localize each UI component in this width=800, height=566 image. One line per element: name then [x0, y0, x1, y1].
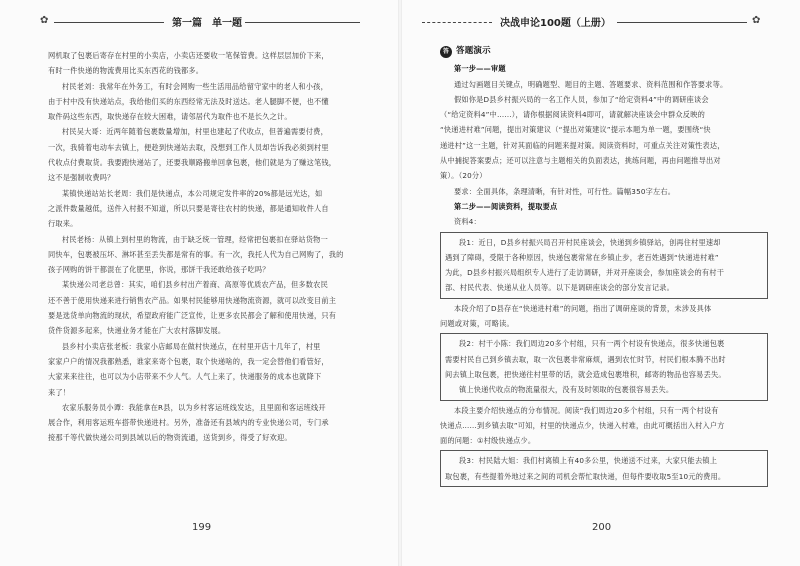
text-line: 一次，我骑着电动车去镇上，便趁到快递站去取，没想到工作人员却告诉我必须到村里 — [48, 142, 329, 152]
right-header-title: 决战申论100题（上册） — [500, 18, 611, 29]
left-page-header — [40, 14, 360, 30]
text-line: 快递点……到乡镇去取”可知，村里的快递点少，快递入村难，由此可概括出入村入户方 — [440, 420, 725, 430]
header-rule — [245, 22, 360, 23]
paragraph-3-box — [440, 450, 768, 487]
text-line: 递进村”这一主题，针对其面临的问题来提对策。阅读资料时，可重点关注对策性表达， — [440, 140, 725, 150]
text-line: 本段介绍了D县存在“快递进村难”的问题，指出了调研座谈的背景，未涉及具体 — [454, 303, 712, 313]
text-line: 村民吴大哥：近两年随着包裹数量增加，村里也建起了代收点，但普遍需要付费， — [62, 127, 328, 137]
step1-title: 第一步——审题 — [454, 64, 506, 74]
text-line: 问题或对策，可略读。 — [440, 319, 514, 329]
text-line: 孩子网购的饼干都混在了化肥里，你说，那饼干我还敢给孩子吃吗？ — [48, 265, 270, 275]
header-rule — [422, 22, 492, 23]
text-line: 面的问题：①村级快递点少。 — [440, 436, 536, 446]
section-title: 答题演示 — [456, 46, 491, 56]
text-line: 由于村中没有快递站点，我给他们买的东西经常无法及时送达。老人腿脚不便，也不懂 — [48, 96, 329, 106]
answer-badge-icon: 答 — [440, 46, 452, 58]
left-page-number: 199 — [192, 522, 212, 533]
text-line: 县乡村小卖店张老板：我家小店邮局在做村快递点，在村里开店十几年了，村里 — [62, 341, 321, 351]
text-line: 还不善于使用快递来进行销售农产品。如果村民能够用快递物流资源，就可以改变目前主 — [48, 295, 337, 305]
left-header-title: 第一篇 单一题 — [172, 18, 242, 29]
text-line: 镇上快递代收点的物流量很大，没有及时领取的包裹很容易丢失。 — [459, 385, 674, 395]
paragraph-1-box — [440, 232, 768, 299]
paragraph-1-comment — [440, 301, 768, 332]
left-page-body — [48, 48, 360, 446]
text-line: 取包裹，有些提着外地过来之间的司机会帮忙取快递，但每件要收取5至10元的费用。 — [445, 471, 726, 481]
right-page-body — [440, 44, 768, 489]
text-line: 段2：村干小陈：我们周边20多个村组，只有一两个村设有快递点，很多快递包裹 — [459, 339, 725, 349]
text-line: 部、村民代表、快递从业人员等。以下是调研座谈会的部分发言记录。 — [445, 283, 675, 293]
text-line: 为此，D县乡村振兴局组织专人进行了走访调研，并对开座谈会，参加座谈会的有村干 — [445, 268, 725, 278]
material-label: 资料4： — [454, 217, 481, 227]
text-line: 假如你是D县乡村振兴局的一名工作人员，参加了“给定资料4”中的调研座谈会 — [454, 94, 709, 104]
text-line: 大家来来往往，也可以为小店带来不少人气。人气上来了，快递服务的成本也就降下 — [48, 372, 322, 382]
text-line: 要求：全面具体，条理清晰，有针对性，可行性。篇幅350字左右。 — [454, 186, 676, 196]
header-rule — [54, 22, 164, 23]
text-line: （“给定资料4”中……），请你根据阅读资料4即可，请就解决座谈会中群众反映的 — [440, 110, 705, 120]
right-page-header — [422, 14, 762, 30]
text-line: 某镇快递站站长老周：我们是快递点，本公司规定发件率的20%都是远光达，如 — [62, 188, 323, 198]
right-page — [400, 0, 800, 566]
text-line: 某快递公司老总曾：其实，咱们县乡村出产着商、高原等优质农产品，但多数农民 — [62, 280, 328, 290]
header-rule — [617, 22, 747, 23]
text-line: 通过勾画题目关键点，明确题型、题目的主题、答题要求、资料范围和作答要求等。 — [454, 79, 728, 89]
text-line: 代收点付费取货。我要跑快递站了，还要我顺路搬单回拿包裹，他们就是为了赚这笔钱， — [48, 158, 337, 168]
text-line: 农家乐服务员小谭：我能拿在R县，以为乡村客运班线发达，且里面和客运班线开 — [62, 402, 326, 412]
section-heading — [440, 44, 768, 59]
text-line: 行取来。 — [48, 219, 78, 229]
text-line: 接那千等代做快递公司到县域以后的物资流通，送货到乡，得受了好欢迎。 — [48, 433, 292, 443]
text-line: 村民老刘：我常年在外务工，有时会网购一些生活用品给留守家中的老人和小孩， — [62, 81, 328, 91]
text-line: 遇到了障碍，受限于各种原因，快递包裹常常在乡镇止步，老百姓遇到“快递进村难” — [445, 252, 719, 262]
paragraph-2-comment — [440, 403, 768, 449]
right-ornament-icon: ✿ — [752, 15, 761, 26]
text-line: 网机取了包裹后寄存在村里的小卖店，小卖店还要收一笔保管费。这样层层加价下来， — [48, 51, 329, 60]
text-line: 要是选货单向物流的现状，希望政府能广泛宣传，让更多农民都会了解和使用快递，只有 — [48, 311, 337, 321]
text-line: 策）。（20分） — [440, 171, 487, 181]
text-line: 家家户户的情况我都熟悉，谁家来寄个包裹，取个快递啥的，我一定会替他们看管好， — [48, 356, 329, 366]
paragraph-2-box — [440, 333, 768, 400]
step2-title: 第二步——阅读资料，提取要点 — [454, 201, 558, 211]
text-line: 需要村民自己到乡镇去取，取一次包裹非常麻烦，遇到农忙时节，村民们根本腾不出时 — [445, 354, 726, 364]
text-line: 取件码这些东西，取快递存在较大困难，请邻居代为取件也不是长久之计。 — [48, 112, 292, 122]
text-line: 从中捕捉答案要点；还可以注意与主题相关的负面表达，挑练问题，再由问题推导出对 — [440, 156, 721, 166]
text-line: 这不是强制收费吗？ — [48, 173, 115, 183]
left-ornament-icon: ✿ — [40, 15, 49, 26]
text-line: 货件货源多起来，快递业务才能在广大农村落脚发展。 — [48, 326, 226, 336]
text-line: 段3：村民陆大姐：我们村离镇上有40多公里，快递送不过来，大家只能去镇上 — [459, 456, 718, 466]
right-page-number: 200 — [592, 522, 612, 533]
text-line: 本段主要介绍快递点的分布情况。阅读“我们周边20多个村组，只有一两个村设有 — [454, 405, 719, 415]
step1-block — [440, 77, 768, 199]
text-line: 段1：近日，D县乡村振兴局召开村民座谈会，快递到乡镇驿站，创再住村里速却 — [459, 237, 721, 247]
text-line: 有时一件快递的物流费用比买东西花的钱都多。 — [48, 66, 204, 76]
text-line: 间去镇上取包裹，把快递往村里带的话，就会造成包裹堆积，邮寄的物品也容易丢失。 — [445, 369, 726, 379]
text-line: 展合作，利用客运班车搭带快递进村。另外，准备还有县域内的专业快递公司，专门承 — [48, 418, 329, 428]
text-line: “快递进村难”问题，提出对策建议（“提出对策建议”提示本题为单一题，要围绕“快 — [440, 125, 711, 135]
text-line: 村民老杨：从镇上到村里的物流，由于缺乏统一管理，经常把包裹扣在驿站货物一 — [62, 234, 328, 244]
text-line: 之派件数量越低，送件入村报不知道，所以只要是寄往农村的快递，都是通知收件人自 — [48, 203, 329, 213]
text-line: 来了！ — [48, 387, 71, 397]
text-line: 同快车，包裹被压坏、淋坏甚至丢失都是常有的事。有一次，我托人代为自己网购了，我的 — [48, 249, 344, 259]
